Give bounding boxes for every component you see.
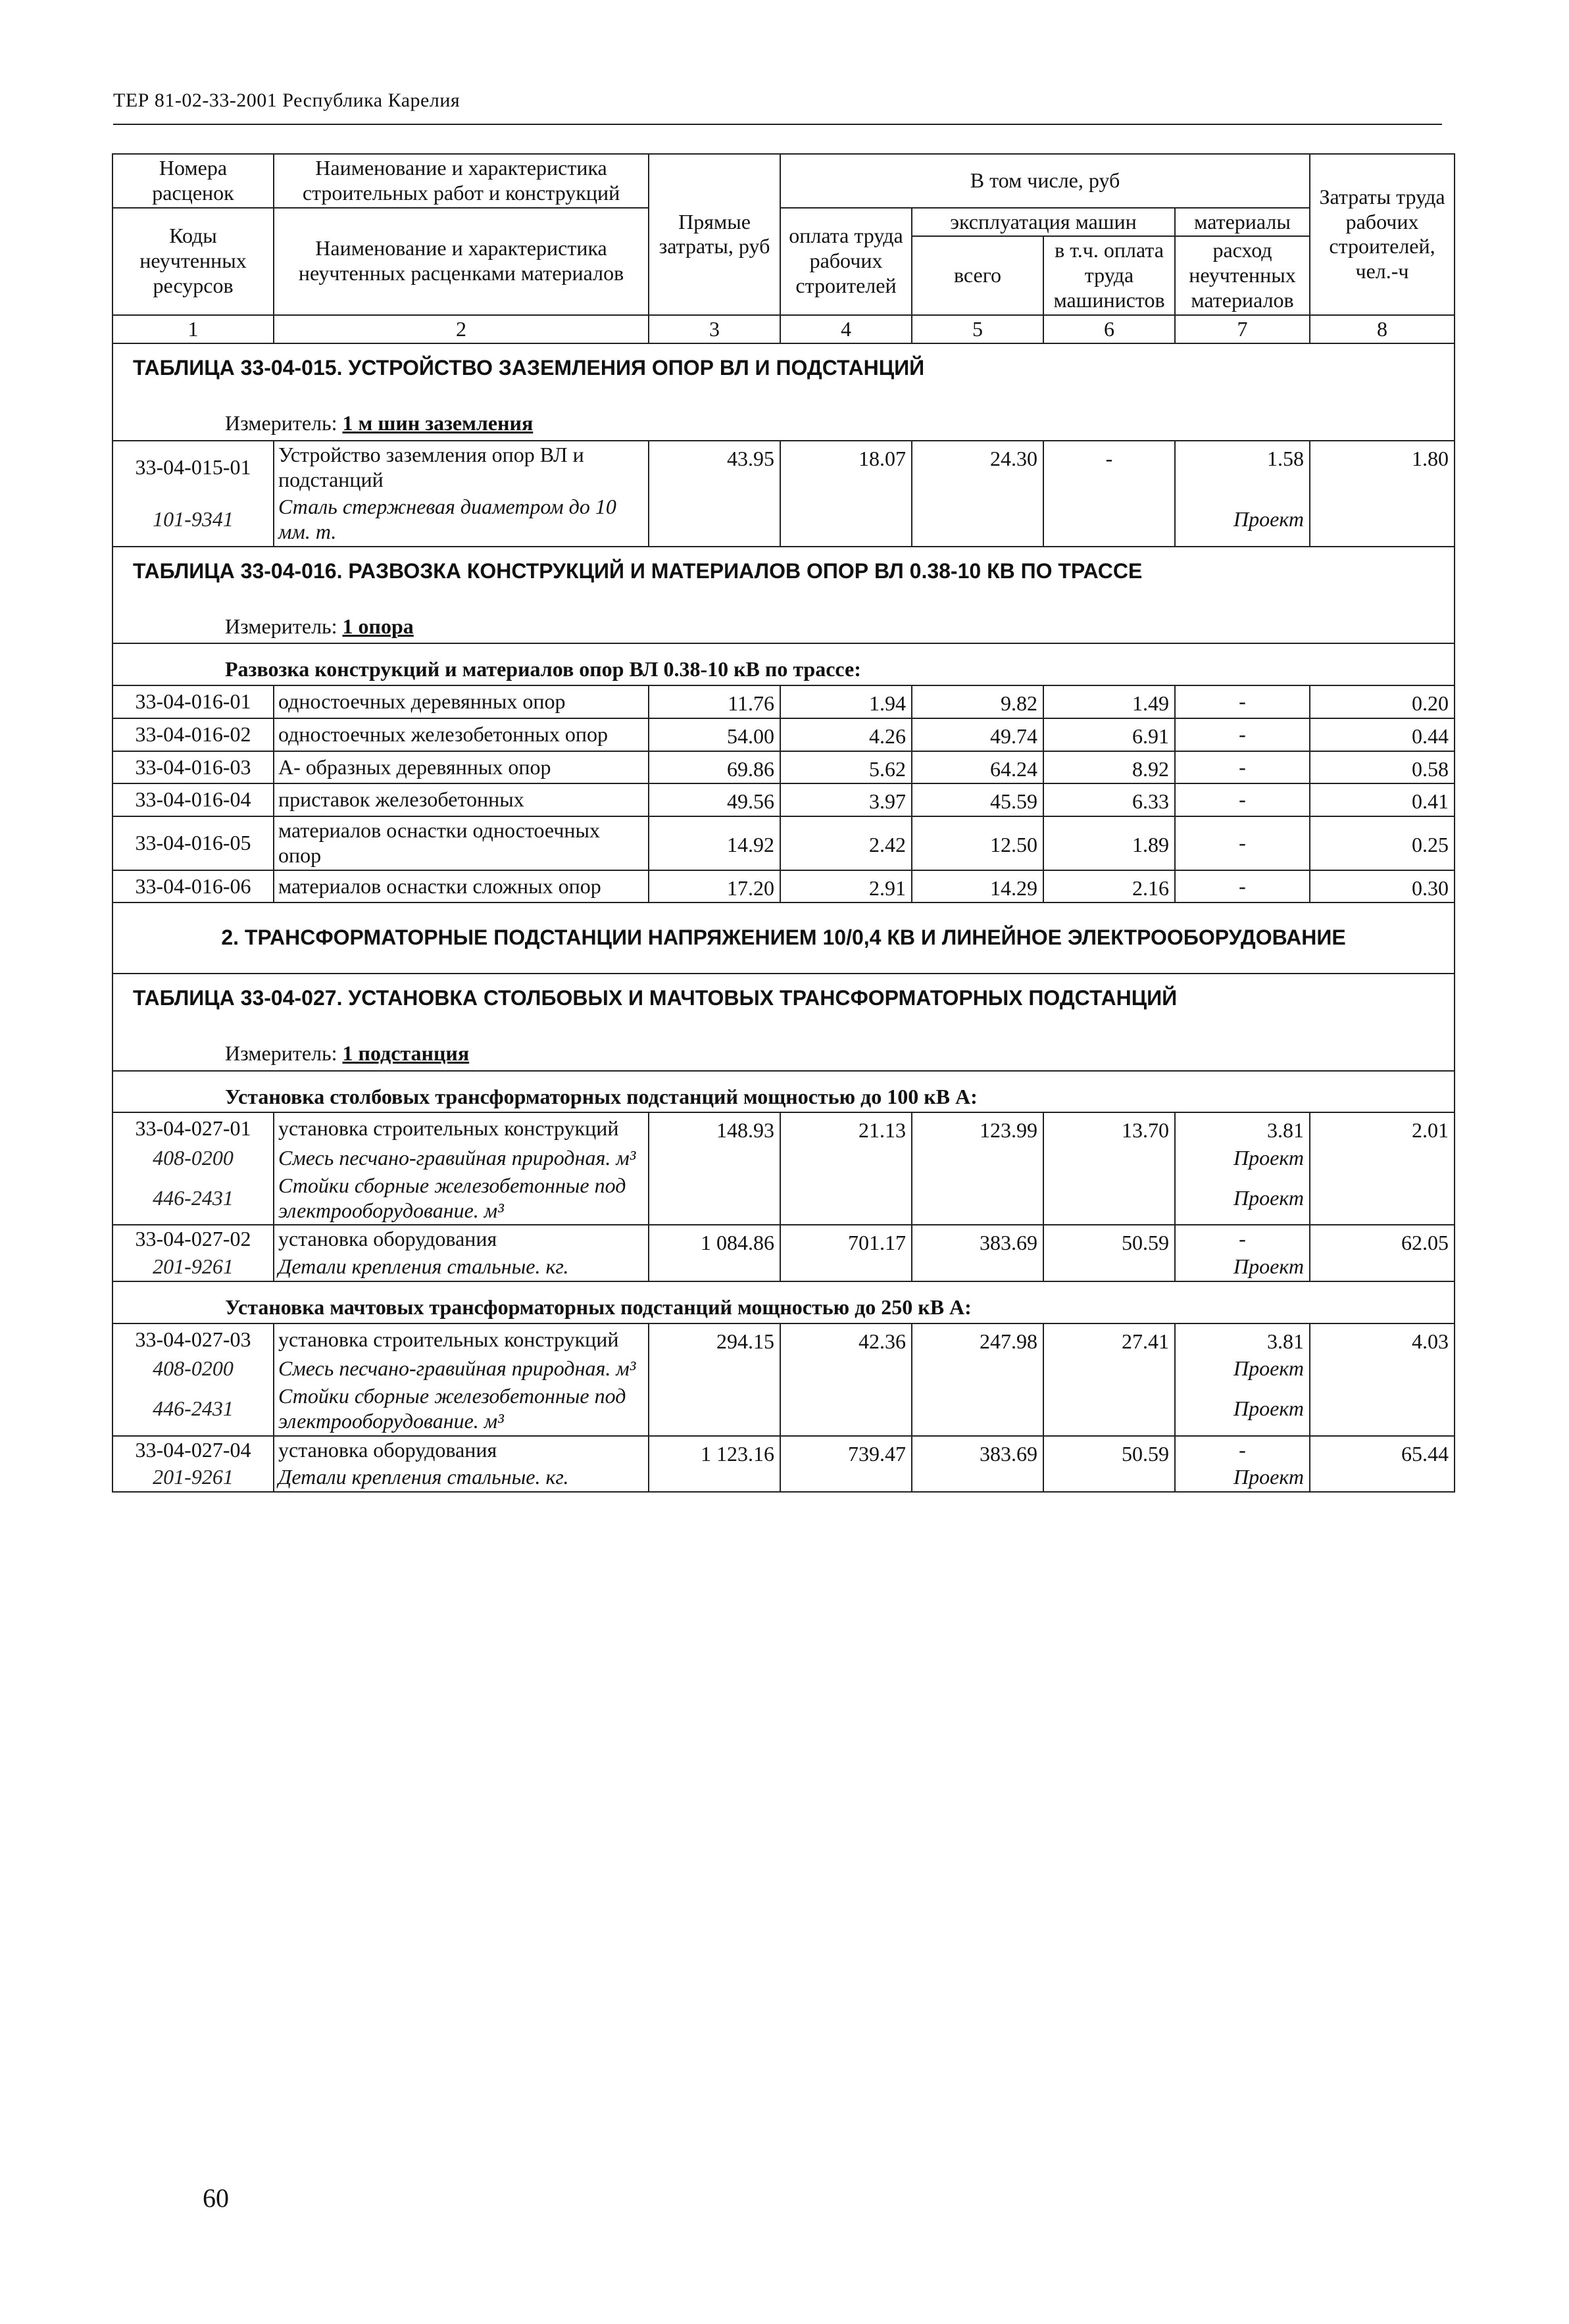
measure-label: Измеритель: (225, 411, 337, 435)
header-machines-total: всего (912, 236, 1043, 314)
machines-total: 12.50 (912, 816, 1043, 870)
table-row (112, 816, 1455, 870)
work-name: установка строительных конструкций (274, 1112, 649, 1145)
measure-value: 1 подстанция (342, 1041, 470, 1065)
worker-pay: 1.94 (780, 685, 912, 718)
work-name: А- образных деревянных опор (274, 751, 649, 784)
direct-costs: 54.00 (649, 718, 780, 751)
rate-code: 33-04-016-03 (112, 751, 274, 784)
machines-total: 123.99 (912, 1112, 1043, 1225)
machines-total: 49.74 (912, 718, 1043, 751)
machinist-pay: 1.49 (1043, 685, 1175, 718)
resource-name: Стойки сборные железобетонные под электрооборудование. м³ (274, 1383, 649, 1436)
rate-code: 33-04-027-04 (112, 1436, 274, 1464)
resource-note: Проект (1175, 1355, 1310, 1383)
materials: - (1175, 1436, 1310, 1464)
worker-pay: 21.13 (780, 1112, 912, 1225)
measure-label: Измеритель: (225, 614, 337, 638)
direct-costs: 11.76 (649, 685, 780, 718)
machinist-pay: 50.59 (1043, 1225, 1175, 1281)
machines-total: 9.82 (912, 685, 1043, 718)
work-name: приставок железобетонных (274, 783, 649, 816)
labor-hours: 65.44 (1310, 1436, 1455, 1493)
column-number: 3 (649, 315, 780, 344)
resource-name: Сталь стержневая диаметром до 10 мм. т. (274, 493, 649, 547)
machinist-pay: 8.92 (1043, 751, 1175, 784)
column-number: 1 (112, 315, 274, 344)
rate-code: 33-04-016-01 (112, 685, 274, 718)
labor-hours: 0.44 (1310, 718, 1455, 751)
table-015-title: ТАБЛИЦА 33-04-015. УСТРОЙСТВО ЗАЗЕМЛЕНИЯ ОПОР ВЛ И ПОДСТАНЦИЙ (112, 343, 1455, 393)
materials: - (1175, 1225, 1310, 1253)
table-016-measure (112, 596, 1455, 644)
materials: 3.81 (1175, 1323, 1310, 1356)
header-rate-numbers: Номера расценок (112, 154, 274, 208)
rate-code: 33-04-015-01 (112, 441, 274, 494)
machinist-pay: 13.70 (1043, 1112, 1175, 1225)
header-material-name: Наименование и характеристика неучтенных расценками материалов (274, 208, 649, 315)
measure-value: 1 опора (342, 614, 414, 638)
labor-hours: 2.01 (1310, 1112, 1455, 1225)
resource-note: Проект (1175, 1383, 1310, 1436)
table-row (112, 1112, 1455, 1145)
table-027-measure (112, 1023, 1455, 1071)
materials: 3.81 (1175, 1112, 1310, 1145)
work-name: установка строительных конструкций (274, 1323, 649, 1356)
header-direct-costs: Прямые затраты, руб (649, 154, 780, 315)
table-row (112, 441, 1455, 494)
header-labor-hours: Затраты труда рабочих строителей, чел.-ч (1310, 154, 1455, 315)
table-016-title: ТАБЛИЦА 33-04-016. РАЗВОЗКА КОНСТРУКЦИЙ И МАТЕРИАЛОВ ОПОР ВЛ 0.38-10 КВ ПО ТРАССЕ (112, 547, 1455, 596)
header-including: В том числе, руб (780, 154, 1310, 208)
table-016-group: Развозка конструкций и материалов опор ВЛ 0.38-10 кВ по трассе: (112, 643, 1455, 685)
resource-code: 408-0200 (112, 1145, 274, 1172)
rate-code: 33-04-027-02 (112, 1225, 274, 1253)
table-header-row (112, 208, 1455, 237)
worker-pay: 42.36 (780, 1323, 912, 1436)
machines-total: 383.69 (912, 1225, 1043, 1281)
worker-pay: 2.91 (780, 870, 912, 903)
resource-code: 201-9261 (112, 1253, 274, 1281)
worker-pay: 3.97 (780, 783, 912, 816)
resource-name: Смесь песчано-гравийная природная. м³ (274, 1145, 649, 1172)
direct-costs: 69.86 (649, 751, 780, 784)
rate-code: 33-04-027-01 (112, 1112, 274, 1145)
resource-code: 446-2431 (112, 1172, 274, 1225)
table-row (112, 751, 1455, 784)
labor-hours: 0.41 (1310, 783, 1455, 816)
document-header: ТЕР 81-02-33-2001 Республика Карелия (113, 89, 461, 111)
rates-table (112, 153, 1455, 1493)
resource-code: 446-2431 (112, 1383, 274, 1436)
column-number: 2 (274, 315, 649, 344)
direct-costs: 14.92 (649, 816, 780, 870)
machines-total: 45.59 (912, 783, 1043, 816)
resource-note: Проект (1175, 1253, 1310, 1281)
header-materials: материалы (1175, 208, 1310, 237)
header-divider (113, 124, 1442, 125)
materials: 1.58 (1175, 441, 1310, 494)
table-row (112, 1436, 1455, 1464)
machinist-pay: 6.91 (1043, 718, 1175, 751)
header-worker-pay: оплата труда рабочих строителей (780, 208, 912, 315)
labor-hours: 4.03 (1310, 1323, 1455, 1436)
rate-code: 33-04-016-04 (112, 783, 274, 816)
resource-code: 201-9261 (112, 1464, 274, 1492)
machinist-pay: 2.16 (1043, 870, 1175, 903)
direct-costs: 49.56 (649, 783, 780, 816)
table-row (112, 870, 1455, 903)
direct-costs: 1 084.86 (649, 1225, 780, 1281)
machines-total: 383.69 (912, 1436, 1043, 1493)
work-name: установка оборудования (274, 1436, 649, 1464)
machines-total: 64.24 (912, 751, 1043, 784)
column-number: 7 (1175, 315, 1310, 344)
resource-name: Смесь песчано-гравийная природная. м³ (274, 1355, 649, 1383)
rate-code: 33-04-027-03 (112, 1323, 274, 1356)
rate-code: 33-04-016-05 (112, 816, 274, 870)
table-header-row (112, 154, 1455, 208)
machines-total: 247.98 (912, 1323, 1043, 1436)
worker-pay: 5.62 (780, 751, 912, 784)
machinist-pay: 6.33 (1043, 783, 1175, 816)
measure-value: 1 м шин заземления (342, 411, 534, 435)
labor-hours: 0.58 (1310, 751, 1455, 784)
table-row (112, 685, 1455, 718)
materials: - (1175, 816, 1310, 870)
header-unaccounted-materials: расход неучтенных материалов (1175, 236, 1310, 314)
resource-note: Проект (1175, 1172, 1310, 1225)
direct-costs: 17.20 (649, 870, 780, 903)
resource-name: Детали крепления стальные. кг. (274, 1253, 649, 1281)
direct-costs: 294.15 (649, 1323, 780, 1436)
work-name: одностоечных деревянных опор (274, 685, 649, 718)
materials: - (1175, 718, 1310, 751)
table-027-group-2: Установка мачтовых трансформаторных подстанций мощностью до 250 кВ А: (112, 1281, 1455, 1323)
table-row (112, 1225, 1455, 1253)
resource-name: Детали крепления стальные. кг. (274, 1464, 649, 1492)
header-work-name: Наименование и характеристика строительных работ и конструкций (274, 154, 649, 208)
labor-hours: 1.80 (1310, 441, 1455, 547)
resource-name: Стойки сборные железобетонные под электрооборудование. м³ (274, 1172, 649, 1225)
materials: - (1175, 783, 1310, 816)
section-2-title: 2. ТРАНСФОРМАТОРНЫЕ ПОДСТАНЦИИ НАПРЯЖЕНИЕМ 10/0,4 КВ И ЛИНЕЙНОЕ ЭЛЕКТРООБОРУДОВАНИЕ (112, 902, 1455, 974)
rate-code: 33-04-016-06 (112, 870, 274, 903)
table-027-title: ТАБЛИЦА 33-04-027. УСТАНОВКА СТОЛБОВЫХ И МАЧТОВЫХ ТРАНСФОРМАТОРНЫХ ПОДСТАНЦИЙ (112, 974, 1455, 1023)
resource-code: 101-9341 (112, 493, 274, 547)
machinist-pay: - (1043, 441, 1175, 547)
header-resource-codes: Коды неучтенных ресурсов (112, 208, 274, 315)
rate-code: 33-04-016-02 (112, 718, 274, 751)
worker-pay: 701.17 (780, 1225, 912, 1281)
column-numbers-row (112, 315, 1455, 344)
worker-pay: 2.42 (780, 816, 912, 870)
header-machine-operation: эксплуатация машин (912, 208, 1175, 237)
resource-code: 408-0200 (112, 1355, 274, 1383)
worker-pay: 739.47 (780, 1436, 912, 1493)
materials: - (1175, 685, 1310, 718)
resource-note: Проект (1175, 493, 1310, 547)
machinist-pay: 50.59 (1043, 1436, 1175, 1493)
machines-total: 14.29 (912, 870, 1043, 903)
measure-label: Измеритель: (225, 1041, 337, 1065)
direct-costs: 43.95 (649, 441, 780, 547)
direct-costs: 148.93 (649, 1112, 780, 1225)
direct-costs: 1 123.16 (649, 1436, 780, 1493)
table-015-measure (112, 393, 1455, 441)
labor-hours: 62.05 (1310, 1225, 1455, 1281)
table-row (112, 783, 1455, 816)
machinist-pay: 1.89 (1043, 816, 1175, 870)
table-027-group-1: Установка столбовых трансформаторных подстанций мощностью до 100 кВ А: (112, 1071, 1455, 1113)
work-name: установка оборудования (274, 1225, 649, 1253)
work-name: Устройство заземления опор ВЛ и подстанций (274, 441, 649, 494)
resource-note: Проект (1175, 1464, 1310, 1492)
column-number: 6 (1043, 315, 1175, 344)
resource-note: Проект (1175, 1145, 1310, 1172)
page-number: 60 (203, 2183, 229, 2213)
header-machinist-pay: в т.ч. оплата труда машинистов (1043, 236, 1175, 314)
materials: - (1175, 751, 1310, 784)
machines-total: 24.30 (912, 441, 1043, 547)
machinist-pay: 27.41 (1043, 1323, 1175, 1436)
table-row (112, 1323, 1455, 1356)
labor-hours: 0.25 (1310, 816, 1455, 870)
column-number: 5 (912, 315, 1043, 344)
table-row (112, 718, 1455, 751)
worker-pay: 18.07 (780, 441, 912, 547)
work-name: материалов оснастки сложных опор (274, 870, 649, 903)
labor-hours: 0.30 (1310, 870, 1455, 903)
work-name: одностоечных железобетонных опор (274, 718, 649, 751)
work-name: материалов оснастки одностоечных опор (274, 816, 649, 870)
column-number: 4 (780, 315, 912, 344)
labor-hours: 0.20 (1310, 685, 1455, 718)
materials: - (1175, 870, 1310, 903)
worker-pay: 4.26 (780, 718, 912, 751)
column-number: 8 (1310, 315, 1455, 344)
